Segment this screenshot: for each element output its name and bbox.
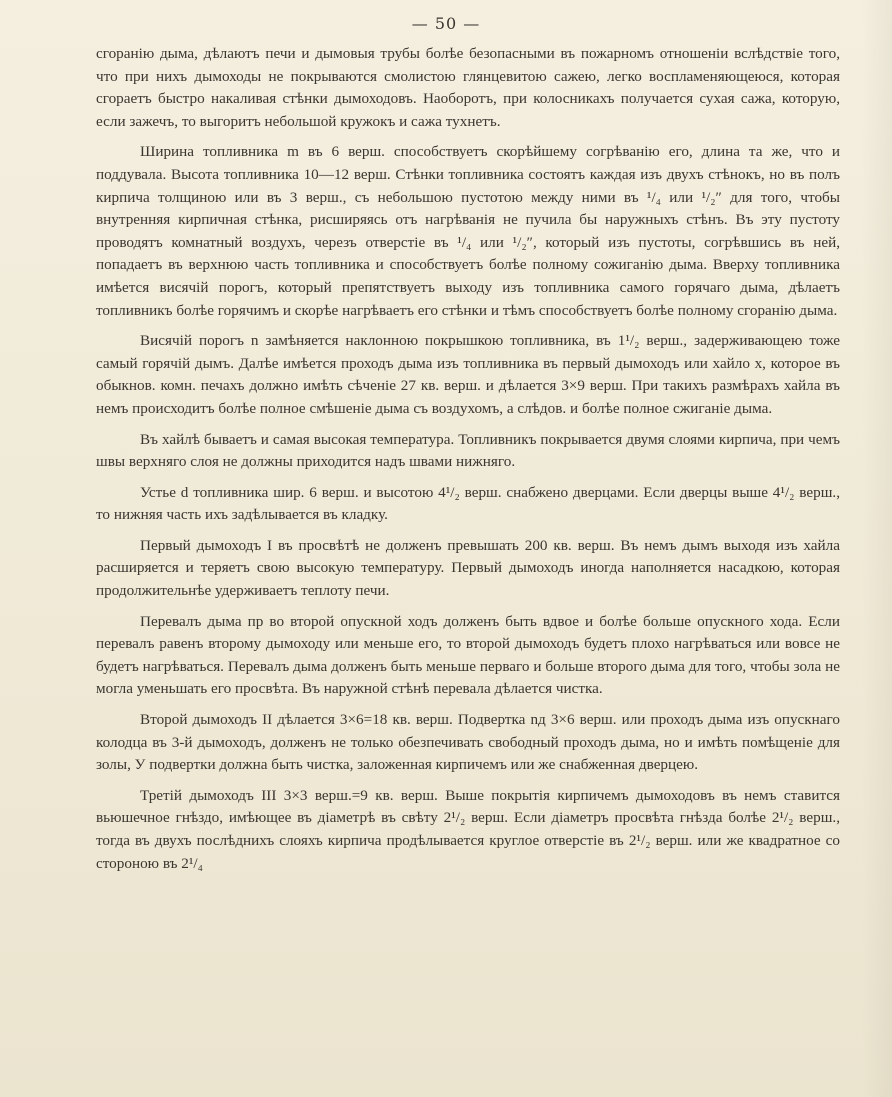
page-edge-shadow [862,0,892,1097]
paragraph-6: Первый дымоходъ I въ просвѣтѣ не долженъ превышать 200 кв. верш. Въ немъ дымъ выходя изъ хайла расширяется и теряетъ свою высокую температуру. Первый дымоходъ иногда наполняется насадкою, которая продолжительнѣе удерживаетъ теплоту печи. [96,536,840,600]
paragraph-9: Третій дымоходъ III 3×3 верш.=9 кв. верш. Выше покрытія кирпичемъ дымоходовъ въ немъ ставится вьюшечное гнѣздо, имѣющее въ діаметрѣ въ свѣту 2¹/₂ верш. Если діаметръ просвѣта гнѣзда болѣе 2¹/₂ верш., тогда въ двухъ послѣднихъ слояхъ кирпича продѣлывается круглое отверстіе въ 2¹/₂ верш. или же квадратное со стороною въ 2¹/₄ [96,786,840,872]
paragraph-3: Висячій порогъ n замѣняется наклонною покрышкою топливника, въ 1¹/₂ верш., задерживающею тоже самый горячій дымъ. Далѣе имѣется проходъ дыма изъ топливника въ первый дымоходъ или хайло x, которое въ обыкнов. комн. печахъ должно имѣть сѣченіе 27 кв. верш. и дѣлается 3×9 верш. При такихъ размѣрахъ хайла въ немъ происходитъ болѣе полное смѣшеніе дыма съ воздухомъ, а слѣдов. и болѣе полное сжиганіе дыма. [96,332,840,417]
paragraph-2: Ширина топливника m въ 6 верш. способствуетъ скорѣйшему согрѣванію его, длина та же, что и поддувала. Высота топливника 10—12 верш. Стѣнки топливника состоятъ каждая изъ двухъ стѣнокъ, но въ полъ кирпича толщиною или въ 3 верш., съ небольшою пустотою между ними въ ¹/₄ или ¹/₂″ для того, чтобы внутренняя кирпичная стѣнка, рисширяясь отъ нагрѣванія не пучила бы наружныхъ стѣнъ. Въ эту пустоту проводятъ комнатный воздухъ, черезъ отверстіе въ ¹/₄ или ¹/₂″, который изъ пустоты, согрѣвшись въ ней, попадаетъ въ верхнюю часть топливника и способствуетъ болѣе полному сожиганію дыма. Вверху топливника имѣется висячій порогъ, который препятствуетъ выходу изъ топливника самого горячаго дыма, дѣлаетъ топливникъ болѣе горячимъ и скорѣе нагрѣваетъ его стѣнки и тѣмъ способствуетъ болѣе полному сгоранію дыма. [96,143,840,319]
page-number: — 50 — [411,14,481,33]
paragraph-8: Второй дымоходъ II дѣлается 3×6=18 кв. верш. Подвертка nд 3×6 верш. или проходъ дыма изъ опускнаго колодца въ 3-й дымоходъ, долженъ не только обезпечивать свободный проходъ дыма, но и имѣть помѣщеніе для золы, У подвертки должна быть чистка, заложенная кирпичемъ или же снабженная дверцею. [96,711,840,774]
paragraph-1: сгоранію дыма, дѣлаютъ печи и дымовыя трубы болѣе безопасными въ пожарномъ отношеніи вслѣдствіе того, что при нихъ дымоходы не покрываются смолистою глянцевитою сажею, легко воспламеняющеюся, которая сгораетъ быстро накаливая стѣнки дымоходовъ. Наоборотъ, при колосникахъ получается сухая сажа, которую, если зажечъ, то выгоритъ небольшой кружокъ и сажа тухнетъ. [96,45,840,130]
paragraph-4: Въ хайлѣ бываетъ и самая высокая температура. Топливникъ покрывается двумя слоями кирпича, при чемъ швы верхняго слоя не должны приходится надъ швами нижняго. [96,430,840,471]
body-text [96,43,840,875]
paragraph-7: Перевалъ дыма пр во второй опускной ходъ долженъ быть вдвое и болѣе больше опускного хода. Если перевалъ равенъ второму дымоходу или меньше его, то второй дымоходъ будетъ плохо нагрѣваться или вовсе не будетъ нагрѣваться. Перевалъ дыма долженъ быть меньше перваго и больше второго дыма для того, чтобы зола не могла уменьшать его просвѣта. Въ наружной стѣнѣ перевала дѣлается чистка. [96,612,840,698]
paragraph-5: Устье d топливника шир. 6 верш. и высотою 4¹/₂ верш. снабжено дверцами. Если дверцы выше 4¹/₂ верш., то нижняя часть ихъ задѣлывается въ кладку. [96,483,840,524]
